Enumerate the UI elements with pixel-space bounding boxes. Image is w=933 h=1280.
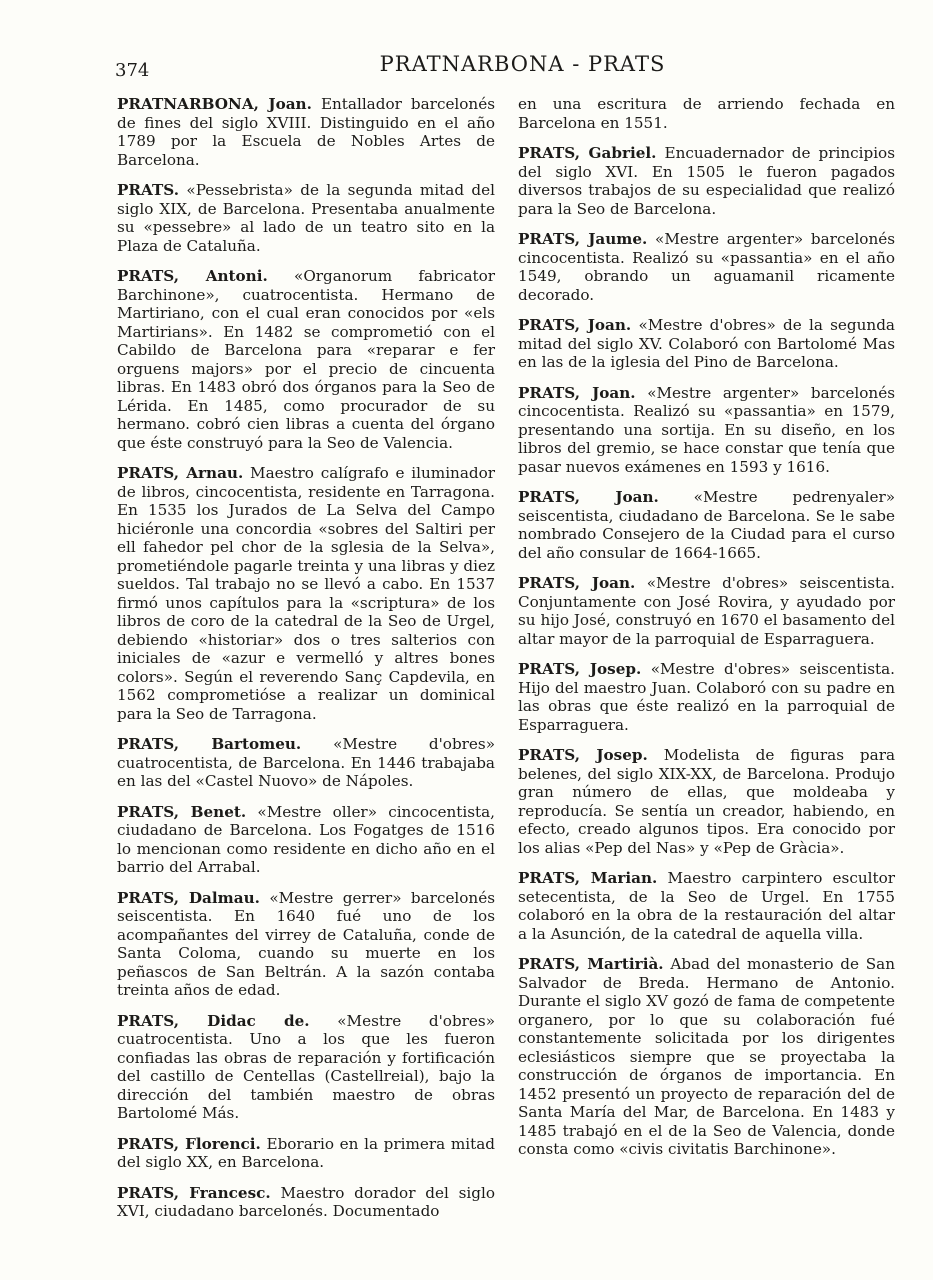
- entry-text: «Mestre d'obres» seiscentista. Hijo del maestro Juan. Colaboró con su padre en las obras que éste realizó en la parroquial de Esparraguera.: [518, 660, 895, 734]
- entry-text: Maestro carpintero escultor setecentista, de la Seo de Urgel. En 1755 colaboró en la obra de la restauración del altar a la Asunción, de la catedral de aquella villa.: [518, 869, 895, 943]
- entry: [117, 889, 495, 1000]
- entry-headword: PRATS, Jaume.: [518, 230, 648, 248]
- entry-text: «Mestre gerrer» barcelonés seiscentista. En 1640 fué uno de los acompañantes del virrey de Cataluña, conde de Santa Coloma, cuando su muerte en los peñascos de San Beltrán. A la sazón contaba treinta años de edad.: [117, 888, 495, 999]
- entry-headword: PRATS, Francesc.: [117, 1183, 271, 1202]
- entry-headword: PRATS, Josep.: [518, 746, 648, 764]
- entry-text: Entallador barcelonés de fines del siglo XVIII. Distinguido en el año 1789 por la Escuela de Nobles Artes de Barcelona.: [117, 95, 495, 169]
- page-number: 374: [115, 60, 150, 81]
- entry-text: «Mestre oller» cincocentista, ciudadano de Barcelona. Los Fogatges de 1516 lo mencionan como residente en dicho año en el barrio del Arrabal.: [117, 802, 496, 876]
- entry-headword: PRATS, Bartomeu.: [117, 735, 302, 753]
- entry-headword: PRATS, Joan.: [518, 383, 636, 402]
- entry: [518, 230, 895, 304]
- entry: [518, 384, 895, 477]
- entry-text: Modelista de figuras para belenes, del siglo XIX-XX, de Barcelona. Produjo gran número de ellas, que moldeaba y reproducía. Se sentía un creador, habiendo, en efecto, creado algunos tipos. Era conocido por los alias «Pep del Nas» y «Pep de Gràcia».: [518, 746, 896, 857]
- entry-headword: PRATS, Didac de.: [117, 1011, 310, 1030]
- entry: [117, 181, 495, 255]
- entry: [117, 95, 495, 169]
- entry: [518, 488, 895, 562]
- entry: [117, 735, 495, 791]
- right-column: [518, 95, 895, 1171]
- entry-text: «Mestre d'obres» de la segunda mitad del siglo XV. Colaboró con Bartolomé Mas en las de la iglesia del Pino de Barcelona.: [518, 316, 895, 371]
- entry-headword: PRATS, Dalmau.: [117, 888, 260, 907]
- entry: [117, 803, 495, 877]
- entry-headword: PRATS, Antoni.: [117, 267, 268, 285]
- entry-text: «Mestre d'obres» cuatrocentista, de Barcelona. En 1446 trabajaba en las del «Castel Nuovo» de Nápoles.: [117, 735, 496, 790]
- entry-text: Encuadernador de principios del siglo XVI. En 1505 le fueron pagados diversos trabajos de su especialidad que realizó para la Seo de Barcelona.: [518, 144, 895, 218]
- entry-text: Abad del monasterio de San Salvador de Breda. Hermano de Antonio. Durante el siglo XV gozó de fama de competente organero, por lo que su colaboración fué constantemente solicitada por los dirigentes eclesiásticos siempre que se proyectaba la construcción de órganos de importancia. En 1452 presentó un proyecto de reparación del de Santa María del Mar, de Barcelona. En 1483 y 1485 trabajó en el de la Seo de Valencia, donde consta como «civis civitatis Barchinone».: [518, 955, 895, 1158]
- entry: [518, 574, 895, 648]
- entry-headword: PRATNARBONA, Joan.: [117, 95, 312, 113]
- entry-headword: PRATS, Joan.: [518, 488, 659, 506]
- entry: [117, 1135, 495, 1172]
- entry: [117, 267, 495, 452]
- entry: [518, 746, 895, 857]
- entry-headword: PRATS, Benet.: [117, 802, 247, 821]
- entry-continuation: [518, 95, 895, 132]
- entry-text: «Mestre pedrenyaler» seiscentista, ciudadano de Barcelona. Se le sabe nombrado Consejero de la Ciudad para el curso del año consular de 1664-1665.: [518, 488, 895, 562]
- entry-headword: PRATS, Josep.: [518, 660, 642, 678]
- entry: [117, 464, 495, 723]
- entry-text: «Organorum fabricator Barchinone», cuatrocentista. Hermano de Martiriano, con el cual eran conocidos por «els Martirians». En 1482 se comprometió con el Cabildo de Barcelona para «reparar e fer orguens majors» por el precio de cincuenta libras. En 1483 obró dos órganos para la Seo de Lérida. En 1485, como procurador de su hermano. cobró cien libras a cuenta del órgano que éste construyó para la Seo de Valencia.: [117, 267, 496, 452]
- entry: [518, 955, 895, 1159]
- entry-headword: PRATS, Joan.: [518, 316, 632, 334]
- entry: [518, 869, 895, 943]
- running-head: PRATNARBONA - PRATS: [379, 52, 666, 76]
- entry-text: «Mestre d'obres» cuatrocentista. Uno a los que les fueron confiadas las obras de reparación y fortificación del castillo de Centellas (Castellreial), bajo la dirección del también maestro de obras Bartolomé Más.: [117, 1011, 495, 1122]
- entry-text: «Mestre argenter» barcelonés cincocentista. Realizó su «passantia» en el año 1549, obrando un aguamanil ricamente decorado.: [518, 230, 896, 304]
- entry-text: Maestro calígrafo e iluminador de libros, cincocentista, residente en Tarragona. En 1535 los Jurados de La Selva del Campo hiciéronle una concordia «sobres del Saltiri per ell fahedor pel chor de la sglesia de la Selva», prometiéndole pagarle treinta y una libras y diez sueldos. Tal trabajo no se llevó a cabo. En 1537 firmó unos capítulos para la «scriptura» de los libros de coro de la catedral de la Seo de Urgel, debiendo «historiar» dos o tres salterios con iniciales de «azur e vermelló y altres bones colors». Según el reverendo Sanç Capdevila, en 1562 comprometióse a realizar un dominical para la Seo de Tarragona.: [117, 464, 496, 723]
- left-column: [117, 95, 495, 1233]
- entry: [117, 1012, 495, 1123]
- entry-text: «Pessebrista» de la segunda mitad del siglo XIX, de Barcelona. Presentaba anualmente su «pessebre» al lado de un teatro sito en la Plaza de Cataluña.: [117, 181, 495, 255]
- entry-headword: PRATS.: [117, 181, 180, 199]
- entry: [117, 1184, 495, 1221]
- entry-headword: PRATS, Arnau.: [117, 464, 244, 482]
- entry-text: «Mestre argenter» barcelonés cincocentista. Realizó su «passantia» en 1579, presentando una sortija. En su diseño, en los libros del gremio, se hace constar que tenía que pasar nuevos exámenes en 1593 y 1616.: [518, 383, 895, 476]
- entry: [518, 660, 895, 734]
- entry-headword: PRATS, Marian.: [518, 869, 658, 887]
- entry-headword: PRATS, Martirià.: [518, 955, 664, 973]
- entry-headword: PRATS, Gabriel.: [518, 144, 657, 162]
- entry-text: «Mestre d'obres» seiscentista. Conjuntamente con José Rovira, y ayudado por su hijo José, construyó en 1670 el basamento del altar mayor de la parroquial de Esparraguera.: [518, 574, 895, 648]
- entry-text: Maestro dorador del siglo XVI, ciudadano barcelonés. Documentado: [117, 1183, 495, 1220]
- entry-headword: PRATS, Joan.: [518, 574, 636, 592]
- entry: [518, 144, 895, 218]
- entry-text: en una escritura de arriendo fechada en Barcelona en 1551.: [518, 95, 895, 132]
- entry-text: Eborario en la primera mitad del siglo XX, en Barcelona.: [117, 1134, 495, 1171]
- entry-headword: PRATS, Florenci.: [117, 1134, 261, 1153]
- entry: [518, 316, 895, 372]
